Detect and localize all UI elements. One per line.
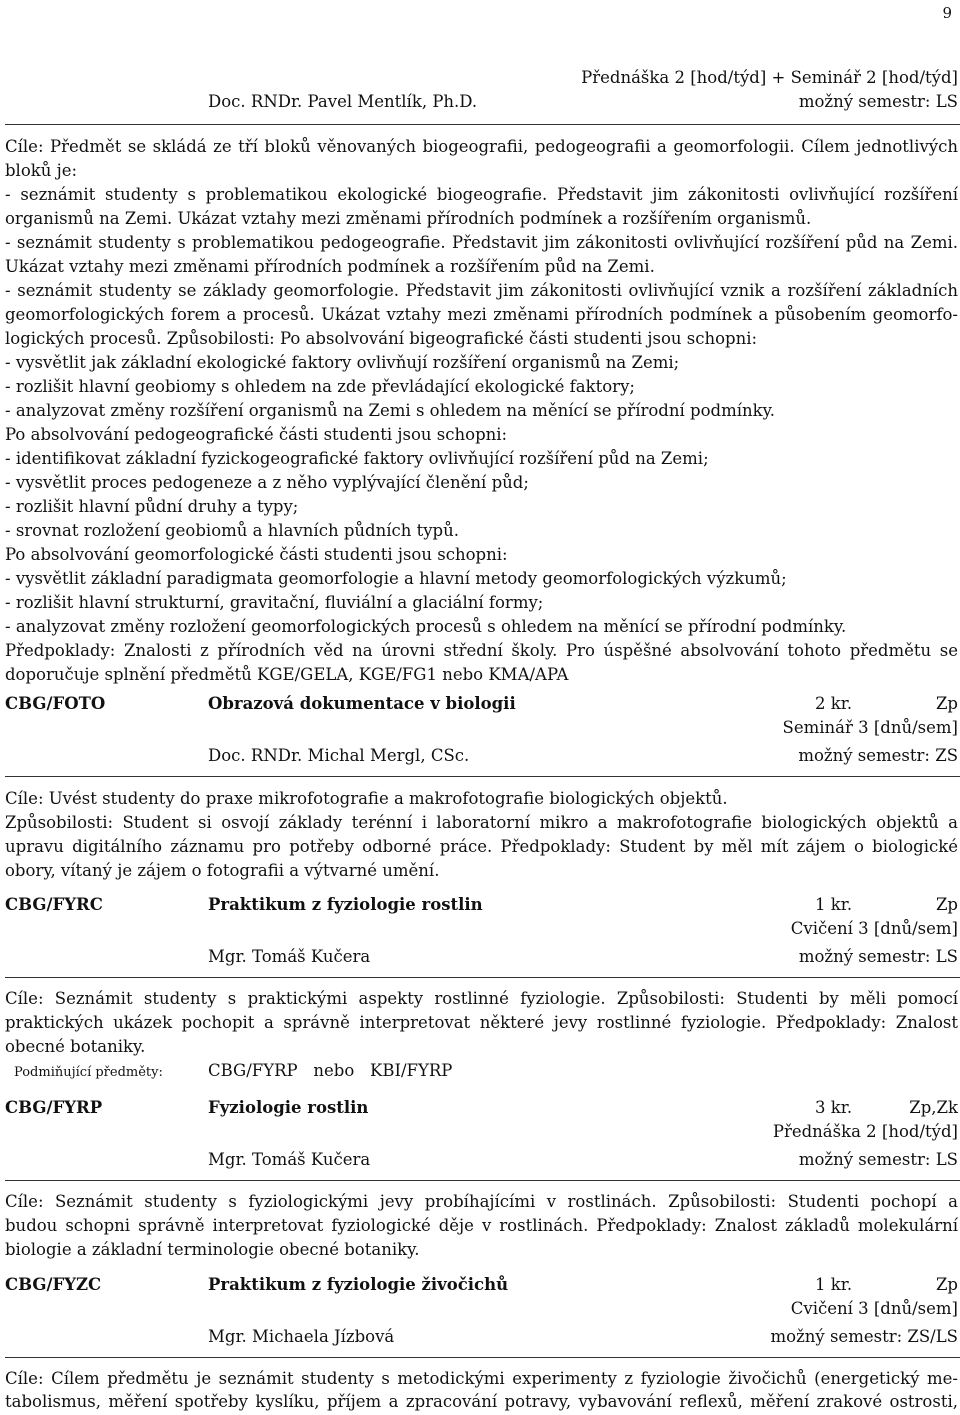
text-line: Po absolvování pedogeografické části studenti jsou schopni: [5,425,508,444]
text-line: logických procesů. Způsobilosti: Po absolvování bigeografické části studenti jsou schopni: [5,329,758,348]
text-line: - seznámit studenty s problematikou ekologické biogeografie. Představit jim zákonitosti ovlivňující rozšíření [5,185,958,204]
separator [5,977,960,978]
text-line: Předpoklady: Znalosti z přírodních věd na úrovni střední školy. Pro úspěšné absolvování tohoto předmětu se [5,641,958,660]
text-line: bloků je: [5,161,78,180]
text-line: praktických ukázek pochopit a správně interpretovat některé jevy rostlinné fyziologie. Předpoklady: Znalost [5,1013,958,1032]
text-line: - seznámit studenty s problematikou pedogeografie. Představit jim zákonitosti ovlivňující rozšíření půd na Zemi. [5,233,958,252]
course-credits: 3 kr. [815,1098,853,1117]
course-hours: Přednáška 2 [hod/týd] + Seminář 2 [hod/týd] [581,68,958,87]
text-line: - identifikovat základní fyzickogeografické faktory ovlivňující rozšíření půd na Zemi; [5,449,709,468]
course-teacher: Doc. RNDr. Pavel Mentlík, Ph.D. [208,92,478,111]
course-title: Praktikum z fyziologie rostlin [208,895,483,914]
course-semester: možný semestr: LS [798,92,958,111]
course-code: CBG/FOTO [5,694,106,713]
prerequisites-value: CBG/FYRP nebo KBI/FYRP [208,1061,453,1080]
text-line: Ukázat vztahy mezi změnami přírodních podmínek a rozšířením půd na Zemi. [5,257,655,276]
text-line: Cíle: Seznámit studenty s fyziologickými jevy probíhajícími v rostlinách. Způsobilosti: Studenti pochopí a [5,1192,958,1211]
course-semester: možný semestr: LS [798,1150,958,1169]
text-line: - analyzovat změny rozložení geomorfologických procesů s ohledem na měnící se přírodní podmínky. [5,617,847,636]
text-line: obecné botaniky. [5,1037,146,1056]
course-completion: Zp [935,694,958,713]
course-completion: Zp [935,1275,958,1294]
text-line: Po absolvování geomorfologické části studenti jsou schopni: [5,545,508,564]
course-semester: možný semestr: ZS/LS [770,1327,958,1346]
text-line: - rozlišit hlavní strukturní, gravitační, fluviální a glaciální formy; [5,593,544,612]
text-line: upravu digitálního záznamu pro potřeby odborné práce. Předpoklady: Student by měl mít zájem o biologické [5,837,958,856]
text-line: - vysvětlit proces pedogeneze a z něho vyplývající členění půd; [5,473,529,492]
course-code: CBG/FYZC [5,1275,102,1294]
course-title: Praktikum z fyziologie živočichů [208,1275,509,1294]
course-completion: Zp,Zk [909,1098,958,1117]
text-line: - rozlišit hlavní půdní druhy a typy; [5,497,299,516]
course-teacher: Mgr. Michaela Jízbová [208,1327,395,1346]
text-line: obory, vítaný je zájem o fotografii a výtvarné umění. [5,861,440,880]
course-code: CBG/FYRC [5,895,103,914]
course-teacher: Mgr. Tomáš Kučera [208,947,371,966]
text-line: - seznámit studenty se základy geomorfologie. Představit jim zákonitosti ovlivňující vznik a rozšíření základních [5,281,958,300]
text-line: - rozlišit hlavní geobiomy s ohledem na zde převládající ekologické faktory; [5,377,635,396]
text-line: biologie a základní terminologie obecné botaniky. [5,1240,420,1259]
course-code: CBG/FYRP [5,1098,103,1117]
course-title: Obrazová dokumentace v biologii [208,694,516,713]
prerequisites-label: Podmiňující předměty: [14,1065,163,1080]
text-line: Cíle: Uvést studenty do praxe mikrofotografie a makrofotografie biologických objektů. [5,789,728,808]
text-line: tabolismus, měření spotřeby kyslíku, příjem a zpracování potravy, vybavování reflexů, měření zrakové ostrosti, [5,1392,958,1411]
text-line: - vysvětlit základní paradigmata geomorfologie a hlavní metody geomorfologických výzkumů; [5,569,787,588]
text-line: organismů na Zemi. Ukázat vztahy mezi změnami přírodních podmínek a rozšířením organismů. [5,209,812,228]
course-credits: 1 kr. [815,1275,853,1294]
separator [5,124,960,125]
page-number: 9 [942,4,952,22]
text-line: doporučuje splnění předmětů KGE/GELA, KGE/FG1 nebo KMA/APA [5,665,569,684]
course-semester: možný semestr: LS [798,947,958,966]
separator [5,1357,960,1358]
text-line: - srovnat rozložení geobiomů a hlavních půdních typů. [5,521,459,540]
text-line: Cíle: Seznámit studenty s praktickými aspekty rostlinné fyziologie. Způsobilosti: Studenti by měli pomocí [5,989,958,1008]
text-line: geomorfologických forem a procesů. Ukázat vztahy mezi změnami přírodních podmínek a působením geomorfo- [5,305,958,324]
course-hours: Cvičení 3 [dnů/sem] [790,1299,958,1318]
course-semester: možný semestr: ZS [798,746,958,765]
course-title: Fyziologie rostlin [208,1098,369,1117]
course-hours: Přednáška 2 [hod/týd] [772,1122,958,1141]
text-line: - vysvětlit jak základní ekologické faktory ovlivňují rozšíření organismů na Zemi; [5,353,680,372]
course-teacher: Doc. RNDr. Michal Mergl, CSc. [208,746,470,765]
course-credits: 1 kr. [815,895,853,914]
text-line: Cíle: Cílem předmětu je seznámit studenty s metodickými experimenty z fyziologie živočichů (energetický me- [5,1369,958,1388]
separator [5,1180,960,1181]
text-line: budou schopni správně interpretovat fyziologické děje v rostlinách. Předpoklady: Znalost základů molekulární [5,1216,958,1235]
text-line: Způsobilosti: Student si osvojí základy terénní i laboratorní mikro a makrofotografie biologických objektů a [5,813,958,832]
course-teacher: Mgr. Tomáš Kučera [208,1150,371,1169]
course-credits: 2 kr. [815,694,853,713]
text-line: Cíle: Předmět se skládá ze tří bloků věnovaných biogeografii, pedogeografii a geomorfologii. Cílem jednotlivých [5,137,958,156]
course-hours: Seminář 3 [dnů/sem] [782,718,958,737]
course-hours: Cvičení 3 [dnů/sem] [790,919,958,938]
text-line: - analyzovat změny rozšíření organismů na Zemi s ohledem na měnící se přírodní podmínky. [5,401,775,420]
separator [5,776,960,777]
course-completion: Zp [935,895,958,914]
